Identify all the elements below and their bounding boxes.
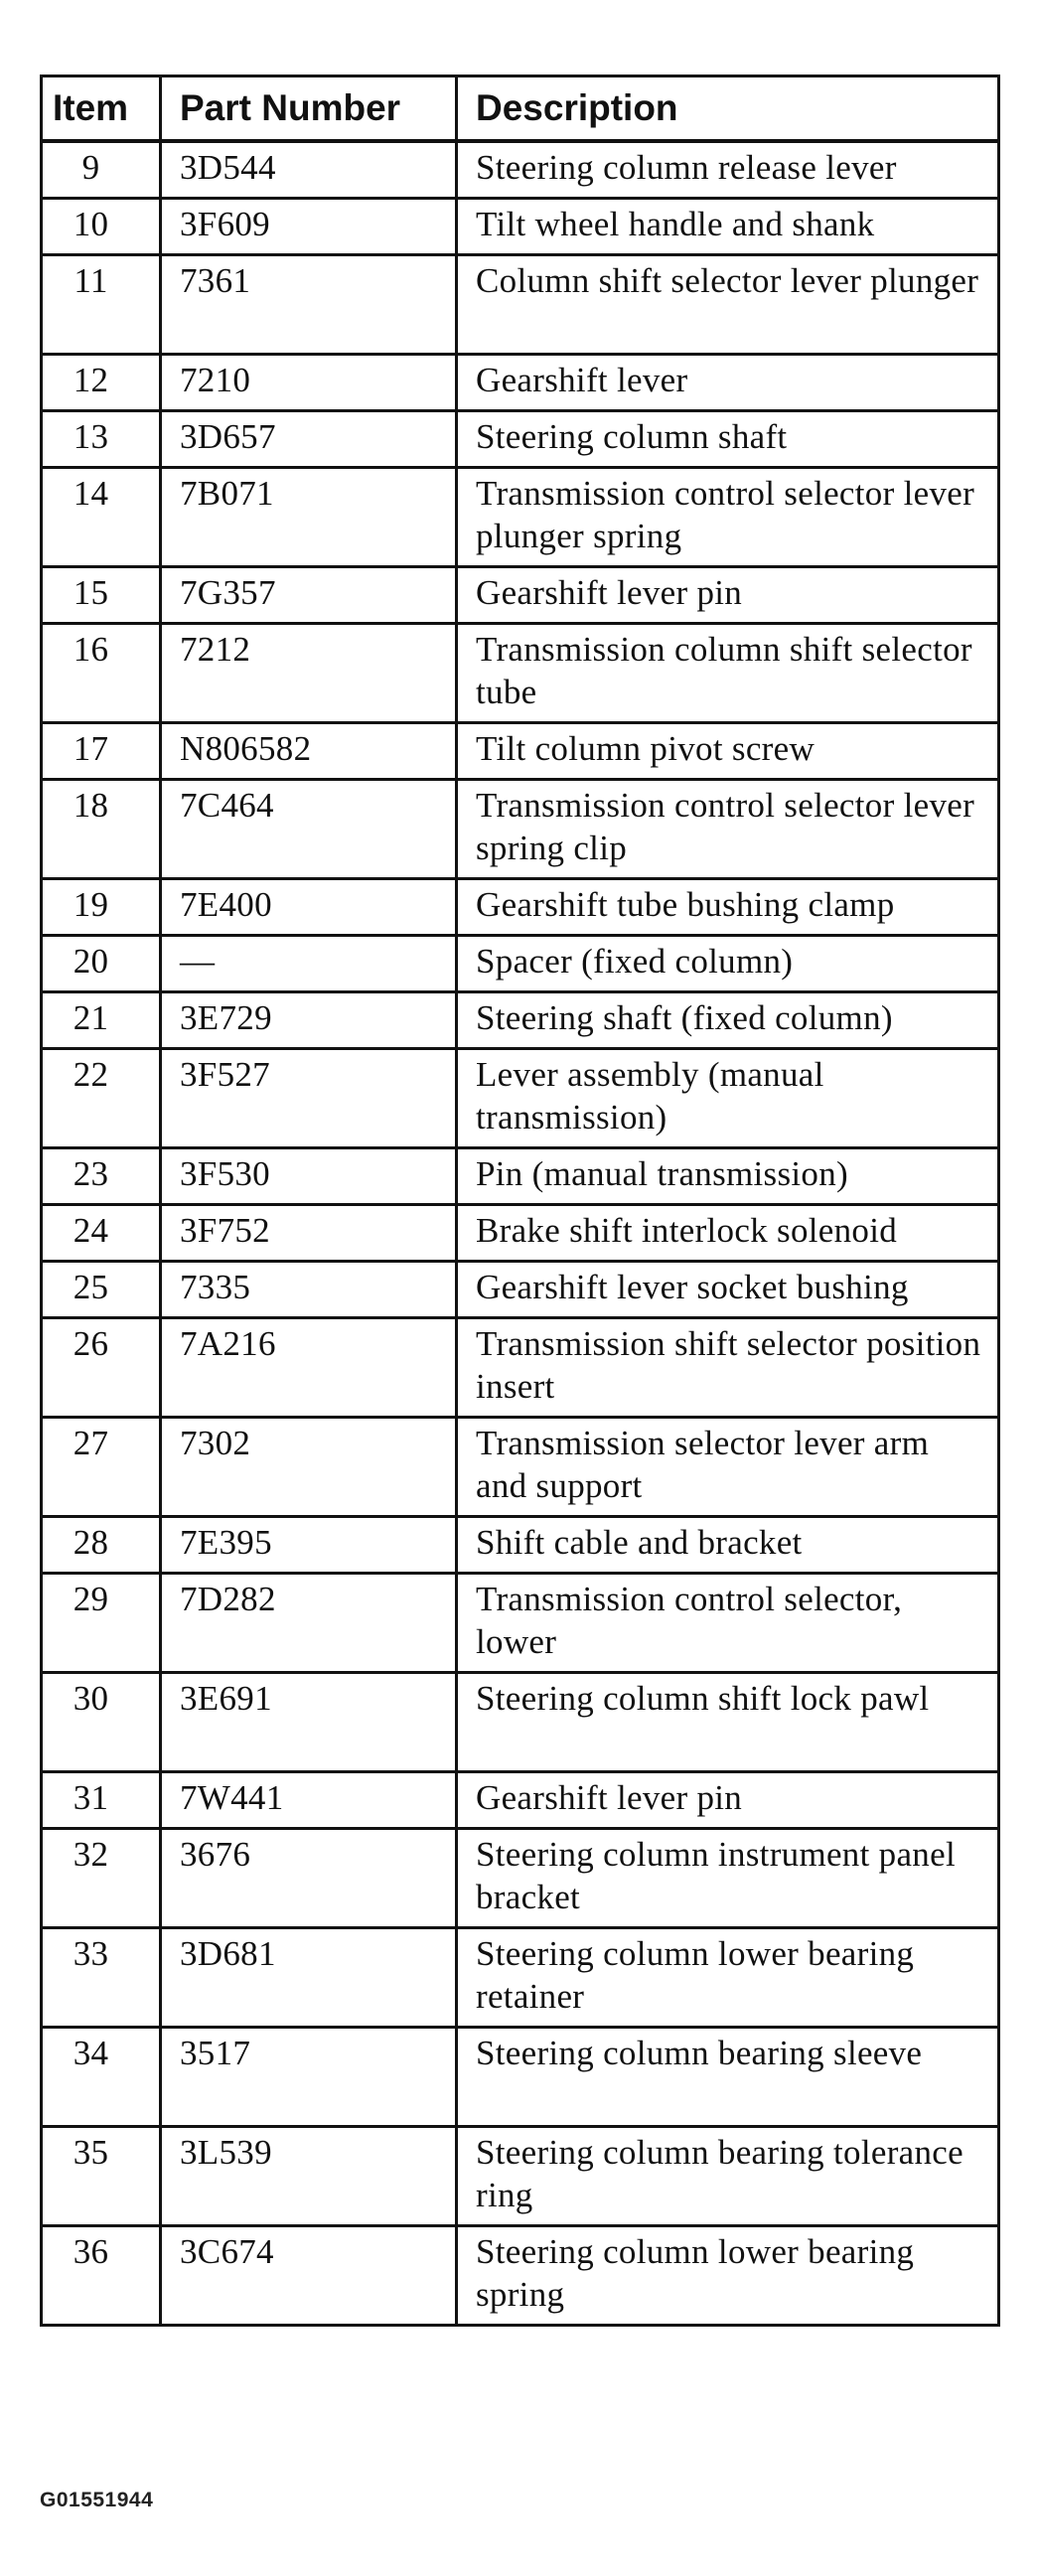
part-number-cell: 7B071 (161, 468, 457, 567)
header-row (42, 76, 999, 142)
item-cell: 35 (42, 2127, 161, 2226)
table-row (42, 567, 999, 624)
part-number-cell: 3D544 (161, 141, 457, 199)
table-row (42, 411, 999, 468)
description-cell: Steering shaft (fixed column) (457, 992, 999, 1049)
parts-table-body (42, 141, 999, 2326)
part-number-cell: 3L539 (161, 2127, 457, 2226)
part-number-cell: 7G357 (161, 567, 457, 624)
table-row (42, 1673, 999, 1772)
description-cell: Gearshift lever (457, 355, 999, 411)
description-cell: Steering column release lever (457, 141, 999, 199)
description-cell: Gearshift tube bushing clamp (457, 879, 999, 936)
part-number-cell: 3F752 (161, 1205, 457, 1262)
table-row (42, 1148, 999, 1205)
description-cell: Steering column lower bearing spring (457, 2226, 999, 2326)
part-number-cell: 7210 (161, 355, 457, 411)
table-row (42, 199, 999, 255)
description-cell: Transmission selector lever arm and support (457, 1418, 999, 1517)
part-number-cell: 7E395 (161, 1517, 457, 1574)
part-number-cell: N806582 (161, 723, 457, 780)
description-cell: Pin (manual transmission) (457, 1148, 999, 1205)
description-cell: Transmission column shift selector tube (457, 624, 999, 723)
table-row (42, 255, 999, 355)
part-number-cell: 7302 (161, 1418, 457, 1517)
item-cell: 30 (42, 1673, 161, 1772)
part-number-cell: 3F527 (161, 1049, 457, 1148)
item-cell: 24 (42, 1205, 161, 1262)
description-cell: Transmission shift selector position insert (457, 1318, 999, 1418)
table-row (42, 780, 999, 879)
item-cell: 17 (42, 723, 161, 780)
table-row (42, 1205, 999, 1262)
description-cell: Gearshift lever pin (457, 567, 999, 624)
header-description: Description (457, 76, 999, 142)
description-cell: Steering column lower bearing retainer (457, 1928, 999, 2028)
table-row (42, 468, 999, 567)
description-cell: Gearshift lever pin (457, 1772, 999, 1829)
part-number-cell: 3C674 (161, 2226, 457, 2326)
part-number-cell: 3517 (161, 2028, 457, 2127)
item-cell: 9 (42, 141, 161, 199)
table-row (42, 723, 999, 780)
description-cell: Shift cable and bracket (457, 1517, 999, 1574)
item-cell: 21 (42, 992, 161, 1049)
description-cell: Spacer (fixed column) (457, 936, 999, 992)
table-row (42, 1517, 999, 1574)
item-cell: 36 (42, 2226, 161, 2326)
part-number-cell: 7335 (161, 1262, 457, 1318)
table-row (42, 1418, 999, 1517)
table-row (42, 1928, 999, 2028)
item-cell: 23 (42, 1148, 161, 1205)
part-number-cell: 7W441 (161, 1772, 457, 1829)
item-cell: 27 (42, 1418, 161, 1517)
part-number-cell: 7361 (161, 255, 457, 355)
item-cell: 16 (42, 624, 161, 723)
description-cell: Steering column shift lock pawl (457, 1673, 999, 1772)
description-cell: Gearshift lever socket bushing (457, 1262, 999, 1318)
description-cell: Tilt column pivot screw (457, 723, 999, 780)
item-cell: 33 (42, 1928, 161, 2028)
item-cell: 11 (42, 255, 161, 355)
part-number-cell: 3E691 (161, 1673, 457, 1772)
table-row (42, 992, 999, 1049)
table-row (42, 1829, 999, 1928)
item-cell: 18 (42, 780, 161, 879)
figure-code: G01551944 (40, 2489, 154, 2511)
table-row (42, 2226, 999, 2326)
table-row (42, 1772, 999, 1829)
description-cell: Steering column instrument panel bracket (457, 1829, 999, 1928)
item-cell: 28 (42, 1517, 161, 1574)
part-number-cell: 3F530 (161, 1148, 457, 1205)
part-number-cell: 7A216 (161, 1318, 457, 1418)
table-row (42, 1318, 999, 1418)
item-cell: 32 (42, 1829, 161, 1928)
description-cell: Brake shift interlock solenoid (457, 1205, 999, 1262)
description-cell: Transmission control selector lever spring clip (457, 780, 999, 879)
description-cell: Transmission control selector, lower (457, 1574, 999, 1673)
description-cell: Lever assembly (manual transmission) (457, 1049, 999, 1148)
part-number-cell: 7C464 (161, 780, 457, 879)
description-cell: Steering column bearing tolerance ring (457, 2127, 999, 2226)
table-row (42, 355, 999, 411)
item-cell: 22 (42, 1049, 161, 1148)
item-cell: 12 (42, 355, 161, 411)
item-cell: 15 (42, 567, 161, 624)
header-part-number: Part Number (161, 76, 457, 142)
item-cell: 26 (42, 1318, 161, 1418)
part-number-cell: 7212 (161, 624, 457, 723)
item-cell: 34 (42, 2028, 161, 2127)
table-row (42, 879, 999, 936)
description-cell: Transmission control selector lever plunger spring (457, 468, 999, 567)
item-cell: 20 (42, 936, 161, 992)
part-number-cell: 3D657 (161, 411, 457, 468)
table-row (42, 141, 999, 199)
part-number-cell: 7D282 (161, 1574, 457, 1673)
table-row (42, 1049, 999, 1148)
table-row (42, 2028, 999, 2127)
item-cell: 13 (42, 411, 161, 468)
table-row (42, 1262, 999, 1318)
table-row (42, 936, 999, 992)
part-number-cell: 3F609 (161, 199, 457, 255)
part-number-cell: 3676 (161, 1829, 457, 1928)
description-cell: Column shift selector lever plunger (457, 255, 999, 355)
table-row (42, 2127, 999, 2226)
item-cell: 29 (42, 1574, 161, 1673)
table-row (42, 1574, 999, 1673)
part-number-cell: 3E729 (161, 992, 457, 1049)
table-row (42, 624, 999, 723)
part-number-cell: — (161, 936, 457, 992)
part-number-cell: 3D681 (161, 1928, 457, 2028)
item-cell: 31 (42, 1772, 161, 1829)
header-item: Item (42, 76, 161, 142)
item-cell: 19 (42, 879, 161, 936)
parts-table (40, 75, 1000, 2327)
description-cell: Steering column shaft (457, 411, 999, 468)
part-number-cell: 7E400 (161, 879, 457, 936)
description-cell: Tilt wheel handle and shank (457, 199, 999, 255)
description-cell: Steering column bearing sleeve (457, 2028, 999, 2127)
item-cell: 10 (42, 199, 161, 255)
item-cell: 25 (42, 1262, 161, 1318)
item-cell: 14 (42, 468, 161, 567)
